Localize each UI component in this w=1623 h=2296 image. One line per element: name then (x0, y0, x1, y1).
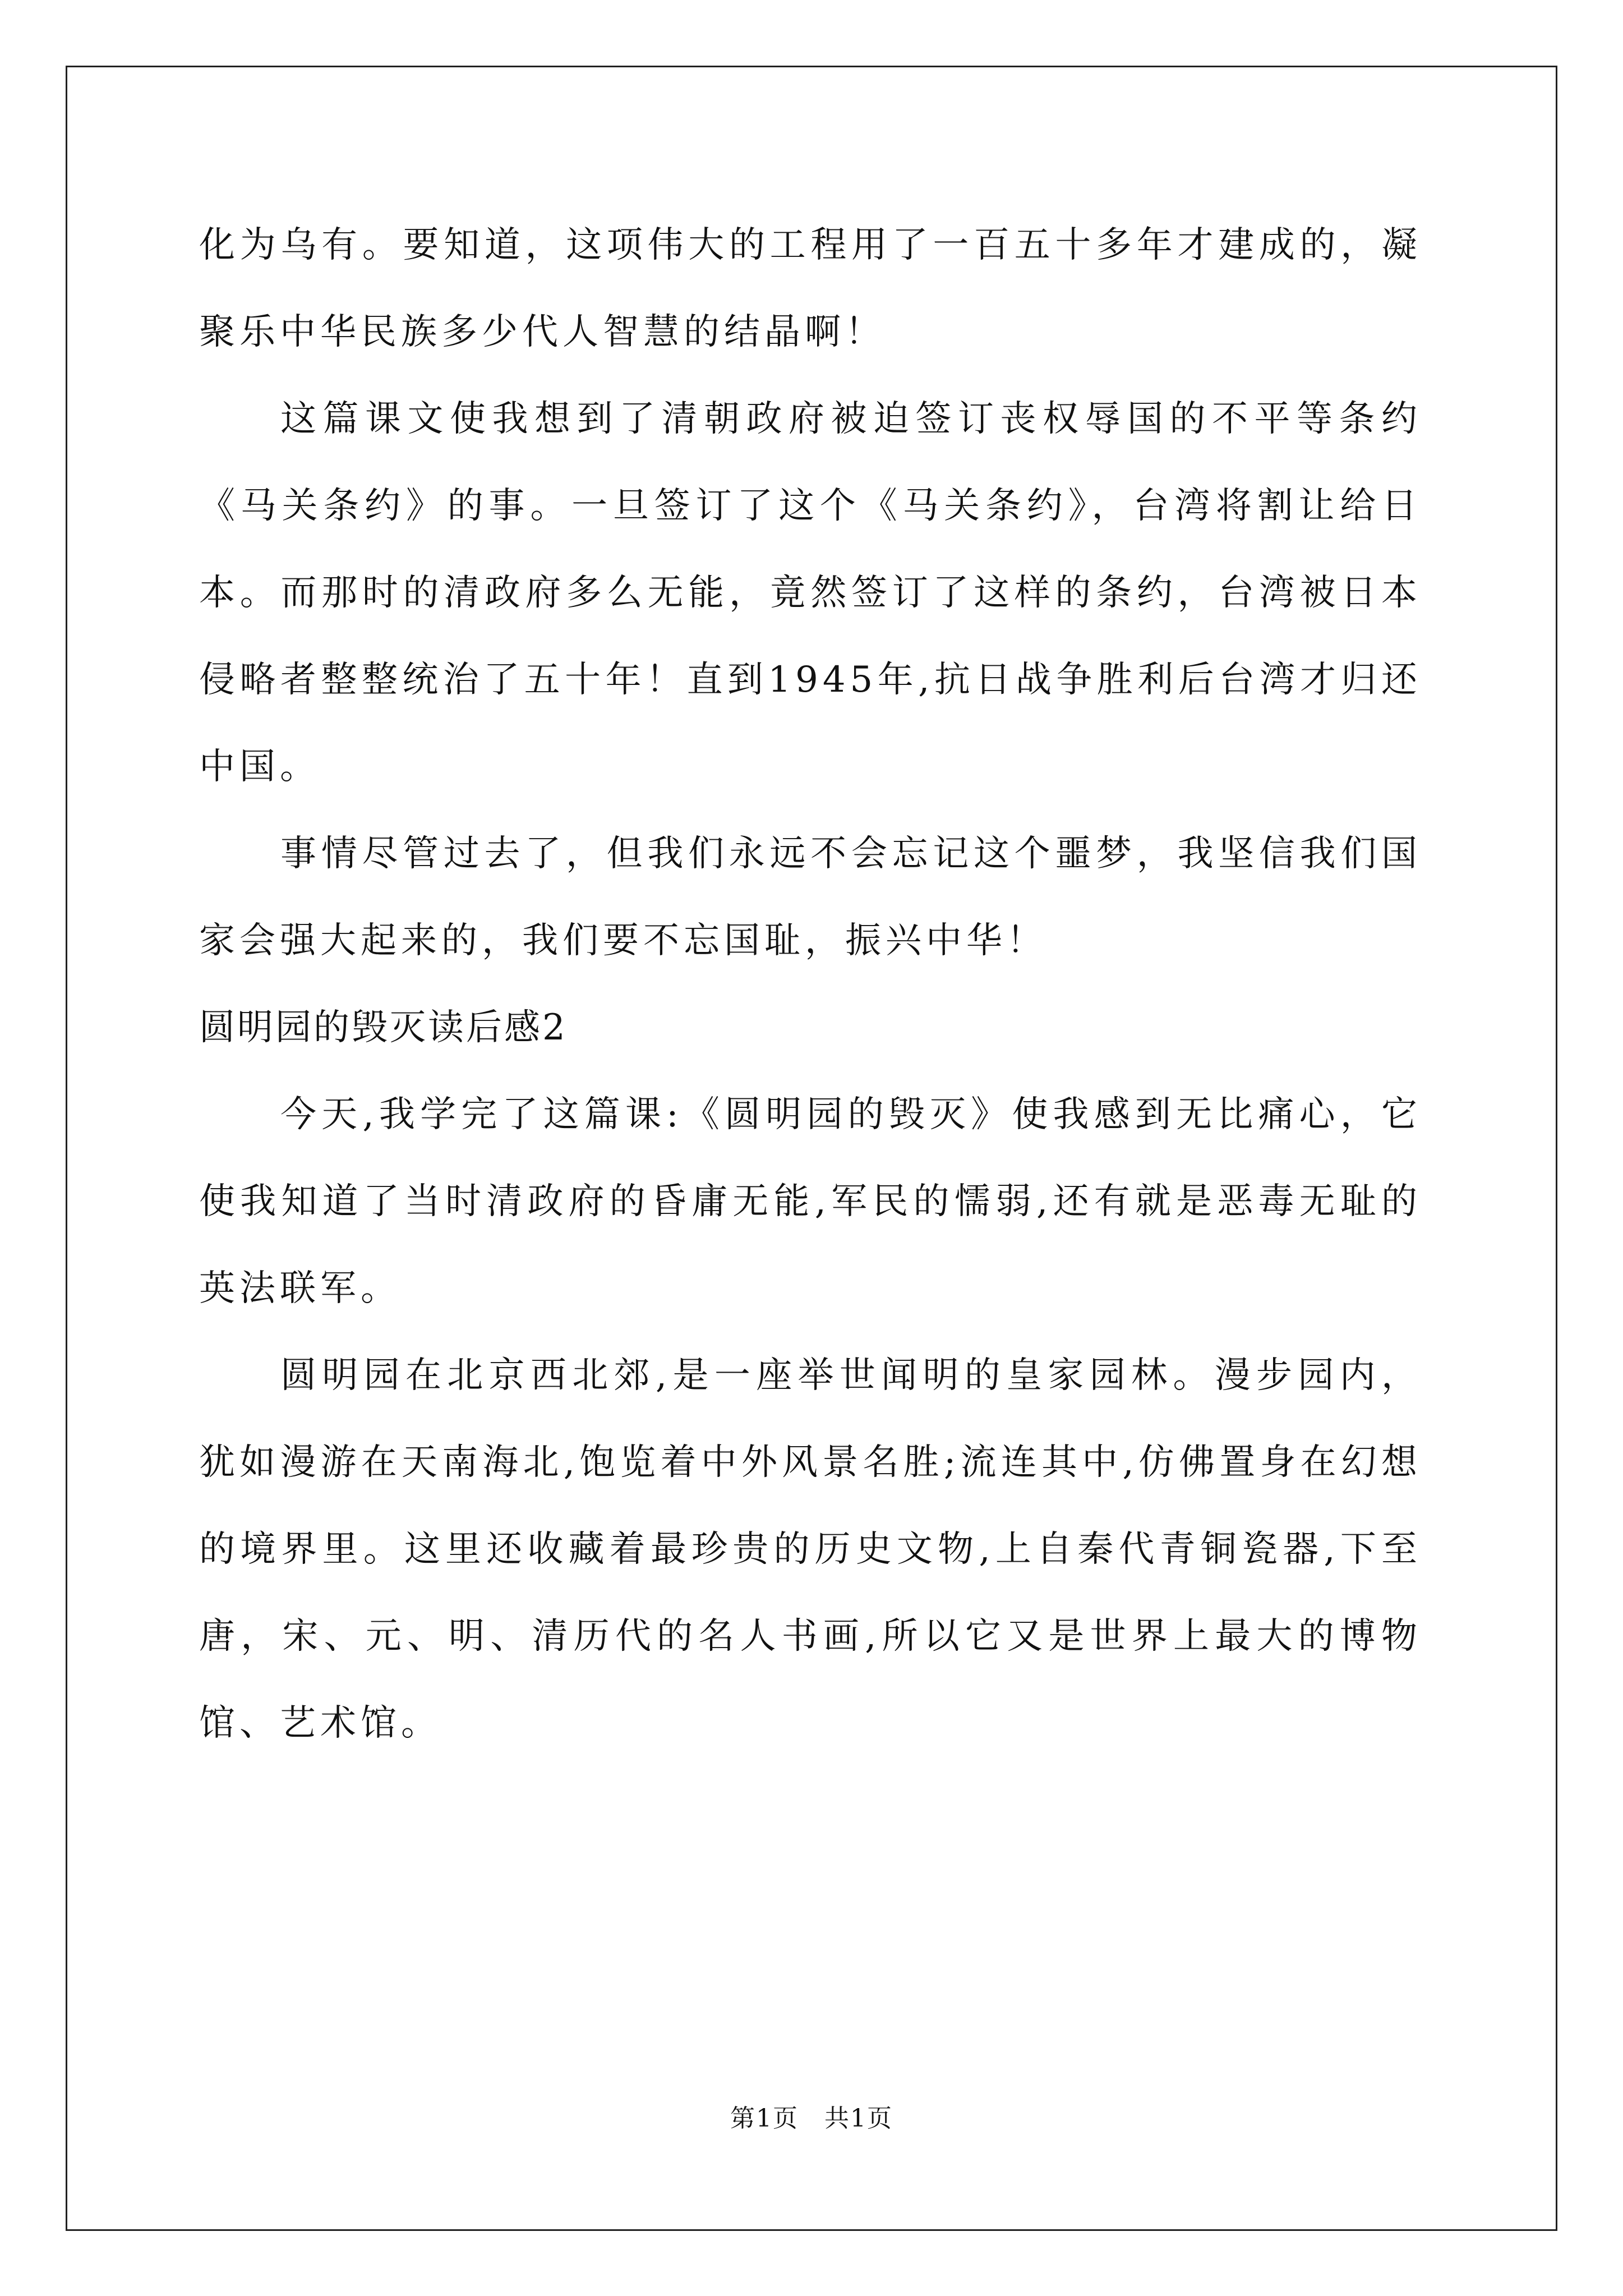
paragraph: 圆明园在北京西北郊,是一座举世闻明的皇家园林。漫步园内，犹如漫游在天南海北,饱览着中外风景名胜;流连其中,仿佛置身在幻想的境界里。这里还收藏着最珍贵的历史文物,上自秦代青铜瓷器,下至唐，宋、元、明、清历代的名人书画,所以它又是世界上最大的博物馆、艺术馆。 (199, 1355, 1422, 1744)
paragraph: 今天,我学完了这篇课:《圆明园的毁灭》使我感到无比痛心，它使我知道了当时清政府的昏庸无能,军民的懦弱,还有就是恶毒无耻的英法联军。 (199, 1094, 1422, 1309)
page-footer: 第1页 共1页 (730, 2104, 893, 2133)
paragraph: 这篇课文使我想到了清朝政府被迫签订丧权辱国的不平等条约《马关条约》的事。一旦签订了这个《马关条约》，台湾将割让给日本。而那时的清政府多么无能，竟然签订了这样的条约，台湾被日本侵略者整整统治了五十年！直到1945年,抗日战争胜利后台湾才归还中国。 (199, 398, 1422, 788)
paragraph: 事情尽管过去了，但我们永远不会忘记这个噩梦，我坚信我们国家会强大起来的，我们要不忘国耻，振兴中华！ (199, 833, 1422, 961)
document-body (199, 202, 1422, 1767)
section-heading: 圆明园的毁灭读后感2 (199, 1007, 568, 1048)
paragraph: 化为乌有。要知道，这项伟大的工程用了一百五十多年才建成的，凝聚乐中华民族多少代人智慧的结晶啊！ (199, 224, 1422, 353)
